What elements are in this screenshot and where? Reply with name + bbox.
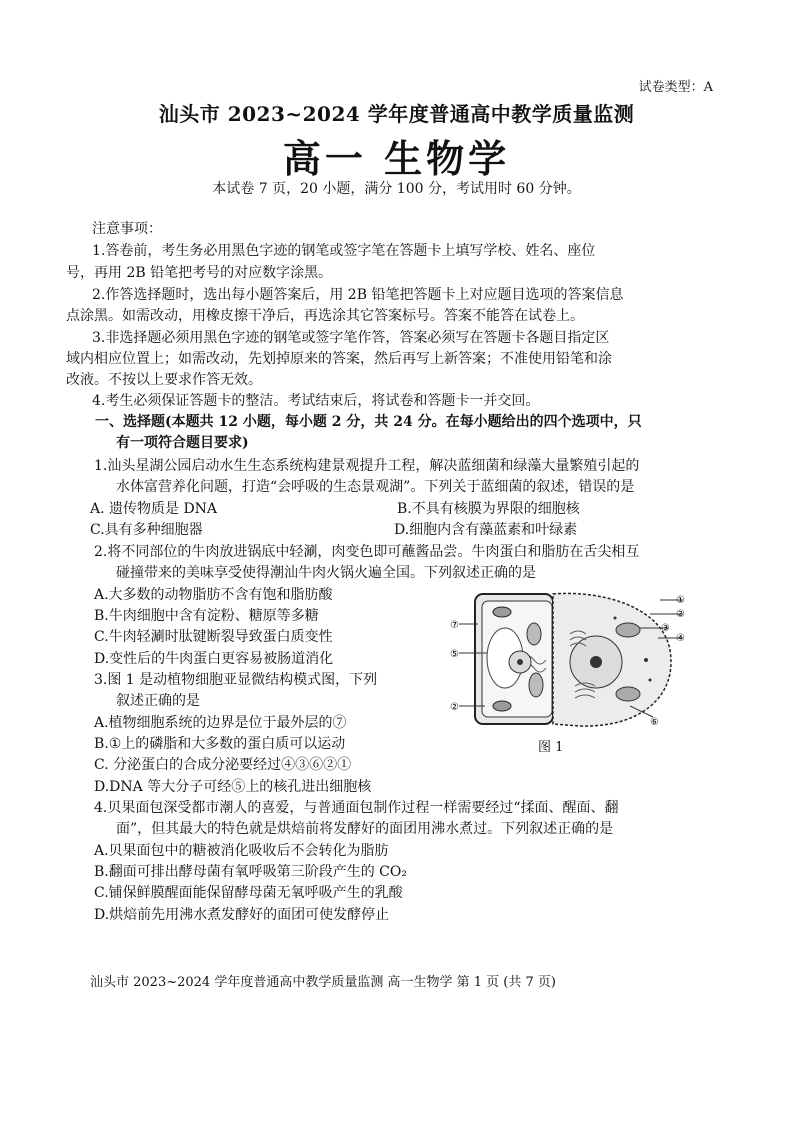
q3-option-b: B.①上的磷脂和大多数的蛋白质可以运动: [94, 736, 346, 752]
note-line: 1.答卷前，考生务必用黑色字迹的钢笔或签字笔在答题卡上填写学校、姓名、座位: [92, 243, 596, 259]
q4-option-a: A.贝果面包中的糖被消化吸收后不会转化为脂肪: [94, 843, 389, 859]
fig-label-6: ⑥: [650, 717, 659, 728]
q4-option-c: C.铺保鲜膜醒面能保留酵母菌无氧呼吸产生的乳酸: [94, 885, 403, 901]
section-heading: 一、选择题(本题共 12 小题，每小题 2 分，共 24 分。在每小题给出的四个选项中，只: [95, 414, 642, 430]
fig-label-1: ①: [676, 595, 685, 606]
note-line: 2.作答选择题时，选出每小题答案后，用 2B 铅笔把答题卡上对应题目选项的答案信息: [92, 287, 624, 303]
fig-label-5: ⑤: [450, 649, 459, 660]
note-line: 4.考生必须保证答题卡的整洁。考试结束后，将试卷和答题卡一并交回。: [92, 393, 540, 409]
cell-diagram: [450, 590, 690, 735]
section-heading-cont: 有一项符合题目要求): [116, 435, 249, 451]
q1-option-b: B.不具有核膜为界限的细胞核: [397, 501, 580, 517]
note-line: 改液。不按以上要求作答无效。: [66, 372, 262, 388]
q2-option-c: C.牛肉轻涮时肽键断裂导致蛋白质变性: [94, 629, 333, 645]
q3-stem-cont: 叙述正确的是: [116, 693, 200, 709]
figure-caption: 图 1: [538, 740, 564, 755]
q1-option-c: C.具有多种细胞器: [90, 522, 203, 538]
q4-option-d: D.烘焙前先用沸水煮发酵好的面团可使发酵停止: [94, 907, 390, 923]
page-title: 高一 生物学: [282, 136, 511, 181]
fig-label-3: ③: [661, 623, 670, 634]
fig-label-4: ④: [676, 633, 685, 644]
q3-option-a: A.植物细胞系统的边界是位于最外层的⑦: [94, 715, 347, 731]
fig-label-2: ②: [676, 609, 685, 620]
exam-info: 本试卷 7 页，20 小题，满分 100 分，考试用时 60 分钟。: [212, 181, 581, 197]
note-line: 号，再用 2B 铅笔把考号的对应数字涂黑。: [66, 265, 333, 281]
page-footer: 汕头市 2023~2024 学年度普通高中教学质量监测 高一生物学 第 1 页 (共 7 页): [90, 975, 556, 990]
q3-stem: 3.图 1 是动植物细胞亚显微结构模式图，下列: [94, 672, 378, 688]
q3-option-c: C. 分泌蛋白的合成分泌要经过④③⑥②①: [94, 757, 352, 773]
cell-diagram-svg: [450, 590, 690, 735]
note-line: 3.非选择题必须用黑色字迹的钢笔或签字笔作答，答案必须写在答题卡各题目指定区: [92, 330, 610, 346]
q1-stem-cont: 水体富营养化问题，打造“会呼吸的生态景观湖”。下列关于蓝细菌的叙述，错误的是: [116, 479, 635, 495]
q2-option-a: A.大多数的动物脂肪不含有饱和脂肪酸: [94, 587, 333, 603]
fig-label-2b: ②: [450, 702, 459, 713]
note-line: 域内相应位置上；如需改动，先划掉原来的答案，然后再写上新答案；不准使用铅笔和涂: [66, 351, 612, 367]
q1-stem: 1.汕头星湖公园启动水生生态系统构建景观提升工程，解决蓝细菌和绿藻大量繁殖引起的: [94, 458, 640, 474]
q2-stem-cont: 碰撞带来的美味享受使得潮汕牛肉火锅火遍全国。下列叙述正确的是: [116, 565, 536, 581]
exam-subtitle: 汕头市 2023~2024 学年度普通高中教学质量监测: [158, 102, 635, 126]
note-line: 点涂黑。如需改动，用橡皮擦干净后，再选涂其它答案标号。答案不能答在试卷上。: [66, 308, 584, 324]
q4-stem-cont: 面”，但其最大的特色就是烘焙前将发酵好的面团用沸水煮过。下列叙述正确的是: [116, 821, 614, 837]
q2-option-b: B.牛肉细胞中含有淀粉、糖原等多糖: [94, 608, 319, 624]
paper-type: 试卷类型：A: [638, 80, 713, 95]
q1-option-d: D.细胞内含有藻蓝素和叶绿素: [394, 522, 578, 538]
fig-label-7: ⑦: [450, 620, 459, 631]
q1-option-a: A. 遗传物质是 DNA: [90, 501, 218, 517]
q2-stem: 2.将不同部位的牛肉放进锅底中轻涮，肉变色即可蘸酱品尝。牛肉蛋白和脂肪在舌尖相互: [94, 544, 640, 560]
notes-heading: 注意事项：: [92, 221, 162, 237]
q4-stem: 4.贝果面包深受都市潮人的喜爱，与普通面包制作过程一样需要经过“揉面、醒面、翻: [94, 800, 619, 816]
q3-option-d: D.DNA 等大分子可经⑤上的核孔进出细胞核: [94, 779, 372, 795]
q4-option-b: B.翻面可排出酵母菌有氧呼吸第三阶段产生的 CO₂: [94, 864, 407, 880]
q2-option-d: D.变性后的牛肉蛋白更容易被肠道消化: [94, 651, 334, 667]
